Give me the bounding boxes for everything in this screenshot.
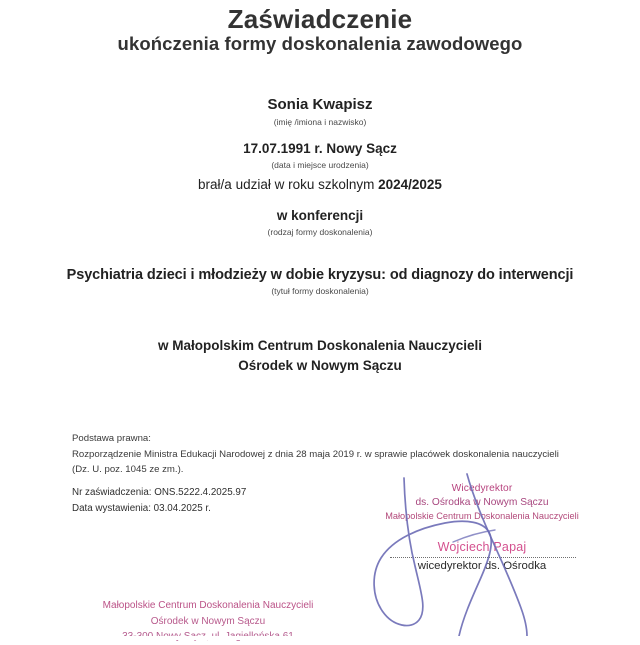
official-stamp-line-1: Wicedyrektor xyxy=(451,483,513,494)
footer-stamp-line-2: Ośrodek w Nowym Sączu xyxy=(150,615,266,627)
field-organizer xyxy=(0,336,640,375)
organizer-line-1: w Małopolskim Centrum Doskonalenia Nauczycieli xyxy=(157,338,483,353)
field-participation xyxy=(0,177,640,194)
participation-prefix: brał/a udział w roku szkolnym xyxy=(198,177,379,192)
official-stamp-line-3: Małopolskie Centrum Doskonalenia Nauczycieli xyxy=(385,510,579,521)
form-title-caption: (tytuł formy doskonalenia) xyxy=(271,286,369,297)
participation-line xyxy=(0,177,640,194)
signer-name: Wojciech Papaj xyxy=(437,540,527,554)
legal-heading: Podstawa prawna: xyxy=(72,433,151,444)
page-subtitle: ukończenia formy doskonalenia zawodowego xyxy=(117,33,523,54)
legal-basis-block xyxy=(72,431,572,478)
footer-stamp-line-1: Małopolskie Centrum Doskonalenia Nauczycieli xyxy=(102,600,314,611)
legal-line-1: Rozporządzenie Ministra Edukacji Narodowej z dnia 28 maja 2019 r. w sprawie placówek doskonalenia nauczycieli xyxy=(72,448,559,460)
certificate-number: Nr zaświadczenia: ONS.5222.4.2025.97 xyxy=(72,487,247,498)
field-form-title xyxy=(0,266,640,296)
birth-value: 17.07.1991 r. Nowy Sącz xyxy=(243,141,397,156)
field-birth xyxy=(0,141,640,170)
legal-line-2: (Dz. U. poz. 1045 ze zm.). xyxy=(72,464,184,476)
field-recipient-name xyxy=(0,96,640,127)
page-title: Zaświadczenie xyxy=(227,4,413,34)
recipient-name-value: Sonia Kwapisz xyxy=(267,96,373,113)
official-stamp xyxy=(362,482,602,522)
official-stamp-line-2: ds. Ośrodka w Nowym Sączu xyxy=(415,496,549,508)
school-year-value: 2024/2025 xyxy=(378,177,442,192)
signature-block xyxy=(362,482,602,592)
form-kind-value: w konferencji xyxy=(276,208,364,223)
field-form-kind xyxy=(0,208,640,237)
form-title-value: Psychiatria dzieci i młodzieży w dobie kryzysu: od diagnozy do interwencji xyxy=(66,267,574,283)
birth-caption: (data i miejsce urodzenia) xyxy=(271,159,369,170)
issue-date: Data wystawienia: 03.04.2025 r. xyxy=(72,502,211,514)
signature-dotted-line xyxy=(390,557,576,558)
page-bottom-edge xyxy=(0,636,640,640)
form-kind-caption: (rodzaj formy doskonalenia) xyxy=(267,226,373,237)
recipient-name-caption: (imię /imiona i nazwisko) xyxy=(273,116,367,127)
signer-role: wicedyrektor ds. Ośrodka xyxy=(417,560,547,572)
organizer-line-2: Ośrodek w Nowym Sączu xyxy=(238,357,402,373)
